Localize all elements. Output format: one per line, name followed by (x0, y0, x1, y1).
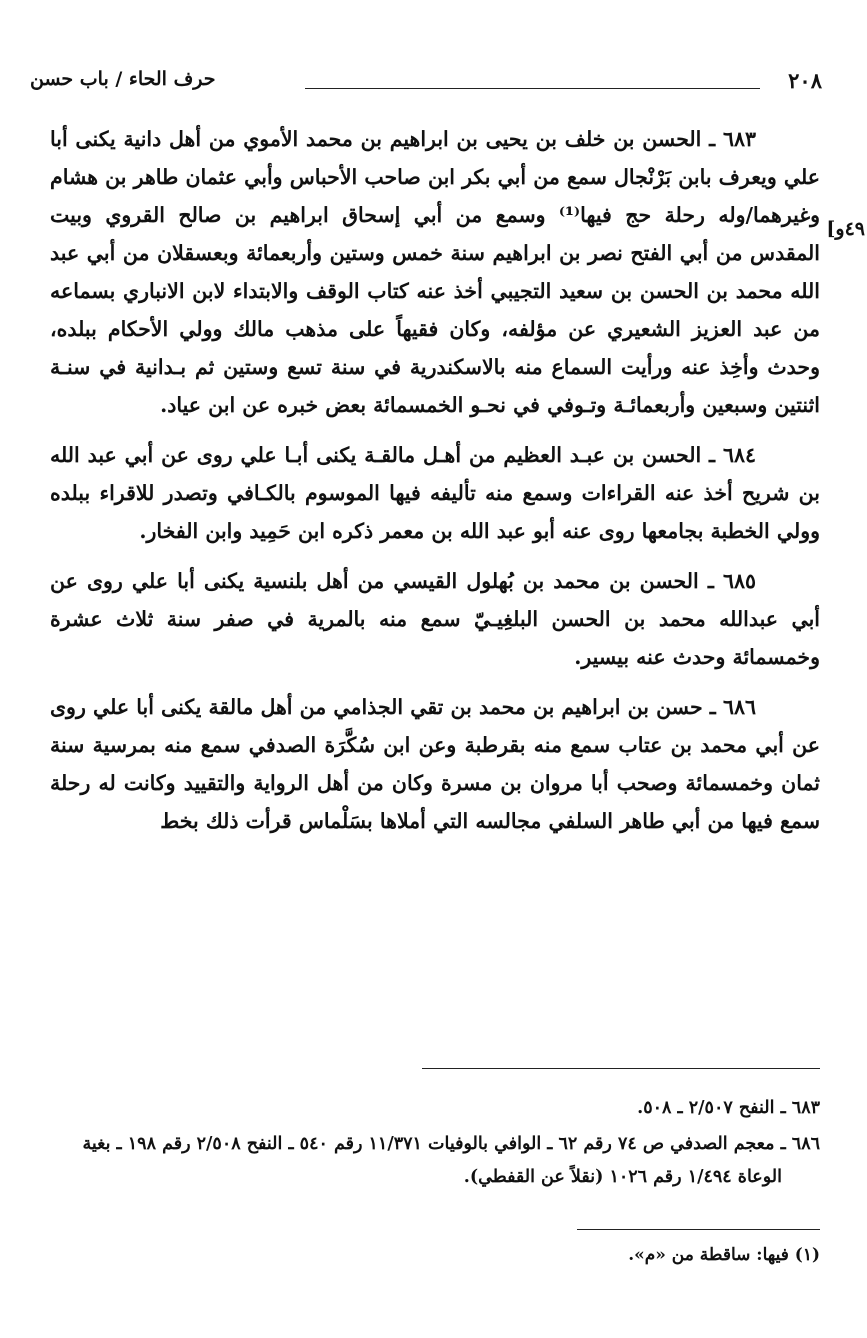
sources-divider (422, 1068, 820, 1069)
header-rule (305, 88, 760, 89)
page-number: ٢٠٨ (788, 68, 822, 93)
main-text (50, 120, 820, 852)
source-683: ٦٨٣ ـ النفح ٢/٥٠٧ ـ ٥٠٨. (637, 1098, 820, 1118)
source-686: ٦٨٦ ـ معجم الصدفي ص ٧٤ رقم ٦٢ ـ الوافي بالوفيات ١١/٣٧١ رقم ٥٤٠ ـ النفح ٢/٥٠٨ رقم ١٩٨ ـ بغية الوعاة ١/٤٩٤ رقم ١٠٢٦ (نقلاً عن القفطي). (82, 1134, 820, 1187)
entry-686: ٦٨٦ ـ حسن بن ابراهيم بن محمد بن تقي الجذامي من أهل مالقة يكنى أبا علي روى عن أبي محمد بن عتاب سمع منه بقرطبة وعن ابن سُكَّرَة الصدفي سمع منه بمرسية سنة ثمان وخمسمائة وصحب أبا مروان بن مسرة وكان من أهل الرواية والتقييد وكانت له رحلة سمع فيها من أبي طاهر السلفي مجالسه التي أملاها بسَلْماس قرأت ذلك بخط (50, 695, 820, 833)
source-references (50, 1092, 820, 1197)
entry-684: ٦٨٤ ـ الحسن بن عبـد العظيم من أهـل مالقـة يكنى أبـا علي روى عن أبي عبد الله بن شريح أخذ عنه القراءات وسمع منه تأليفه فيها الموسوم بالكـافي وتصدر للاقراء ببلده وولي الخطبة بجامعها روى عنه أبو عبد الله بن معمر ذكره ابن حَمِيد وابن الفخار. (50, 443, 820, 543)
running-title: حرف الحاء / باب حسن (30, 68, 216, 90)
page-header (30, 68, 830, 98)
entry-685: ٦٨٥ ـ الحسن بن محمد بن بُهلول القيسي من أهل بلنسية يكنى أبا علي روى عن أبي عبدالله محمد بن الحسن البلغِيـيّ سمع منه بالمرية في صفر سنة ثلاث عشرة وخمسمائة وحدث عنه بيسير. (50, 569, 820, 669)
entry-683: ٦٨٣ ـ الحسن بن خلف بن يحيى بن ابراهيم بن محمد الأموي من أهل دانية يكنى أبا علي ويعرف بابن بَرْنْجال سمع من أبي بكر ابن صاحب الأحباس وأبي عثمان طاهر بن هشام وغيرهما/وله رحلة حج فيها⁽¹⁾ وسمع من أبي إسحاق ابراهيم بن صالح القروي وبيت المقدس من أبي الفتح نصر بن ابراهيم سنة خمس وستين وأربعمائة وبعسقلان من أبي عبد الله محمد بن الحسن بن سعيد التجيبي أخذ عنه كتاب الوقف والابتداء لابن الانباري بسماعه من عبد العزيز الشعيري عن مؤلفه، وكان فقيهاً على مذهب مالك وولي الأحكام ببلده، وحدث وأخِذ عنه ورأيت السماع منه بالاسكندرية في سنة تسع وستين ثم بـدانية في سنـة اثنتين وسبعين وأربعمائـة وتـوفي في نحـو الخمسمائة بعض خبره عن ابن عياد. (50, 127, 820, 417)
margin-folio-note: ٤٩و] (826, 218, 865, 240)
footnote-1: (١) فيها: ساقطة من «م». (628, 1245, 820, 1265)
footnote-divider (577, 1229, 820, 1230)
